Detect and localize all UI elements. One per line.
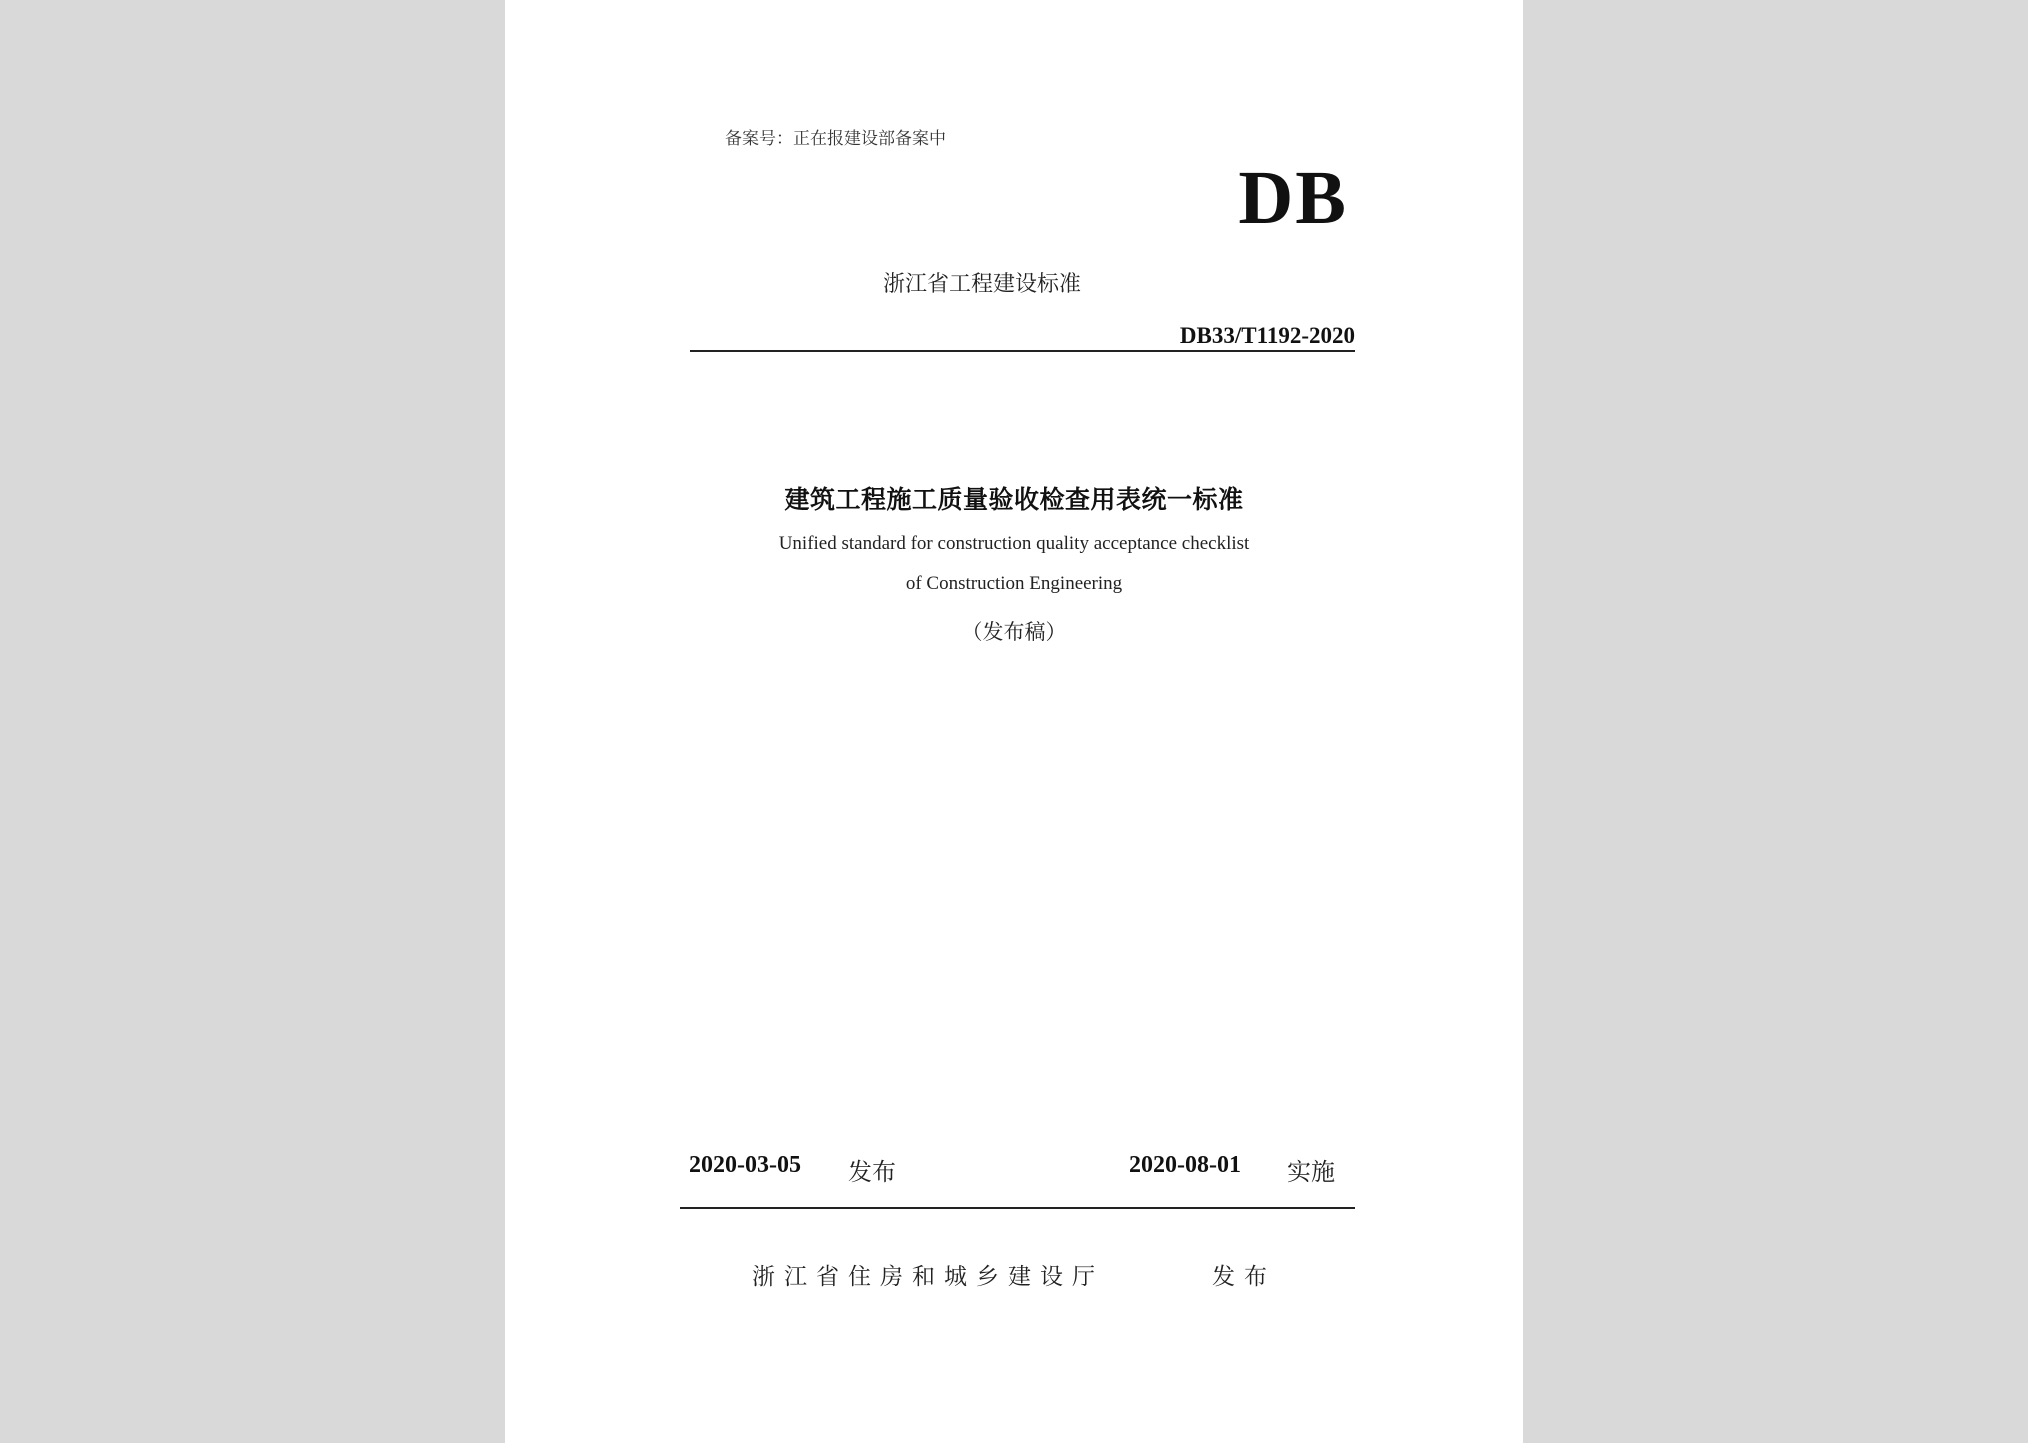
filing-number: 备案号：正在报建设部备案中 — [725, 129, 946, 149]
draft-tag: （发布稿） — [961, 620, 1067, 644]
title-chinese: 建筑工程施工质量验收检查用表统一标准 — [784, 485, 1244, 514]
publish-date: 2020-03-05 — [689, 1152, 801, 1178]
effective-date: 2020-08-01 — [1129, 1152, 1241, 1178]
title-english-line-1: Unified standard for construction quality acceptance checklist — [778, 533, 1250, 554]
bottom-divider — [680, 1207, 1355, 1209]
standard-category: 浙江省工程建设标准 — [883, 272, 1082, 297]
title-english-line-2: of Construction Engineering — [905, 573, 1123, 594]
document-page — [505, 0, 1523, 1443]
publish-label: 发布 — [848, 1158, 896, 1186]
standard-number: DB33/T1192-2020 — [1179, 323, 1355, 348]
top-divider — [690, 350, 1355, 352]
issuer: 浙江省住房和城乡建设厅 — [752, 1264, 1104, 1290]
effective-label: 实施 — [1287, 1158, 1335, 1186]
db-mark: DB — [1238, 156, 1348, 240]
issuer-label: 发布 — [1212, 1264, 1276, 1290]
